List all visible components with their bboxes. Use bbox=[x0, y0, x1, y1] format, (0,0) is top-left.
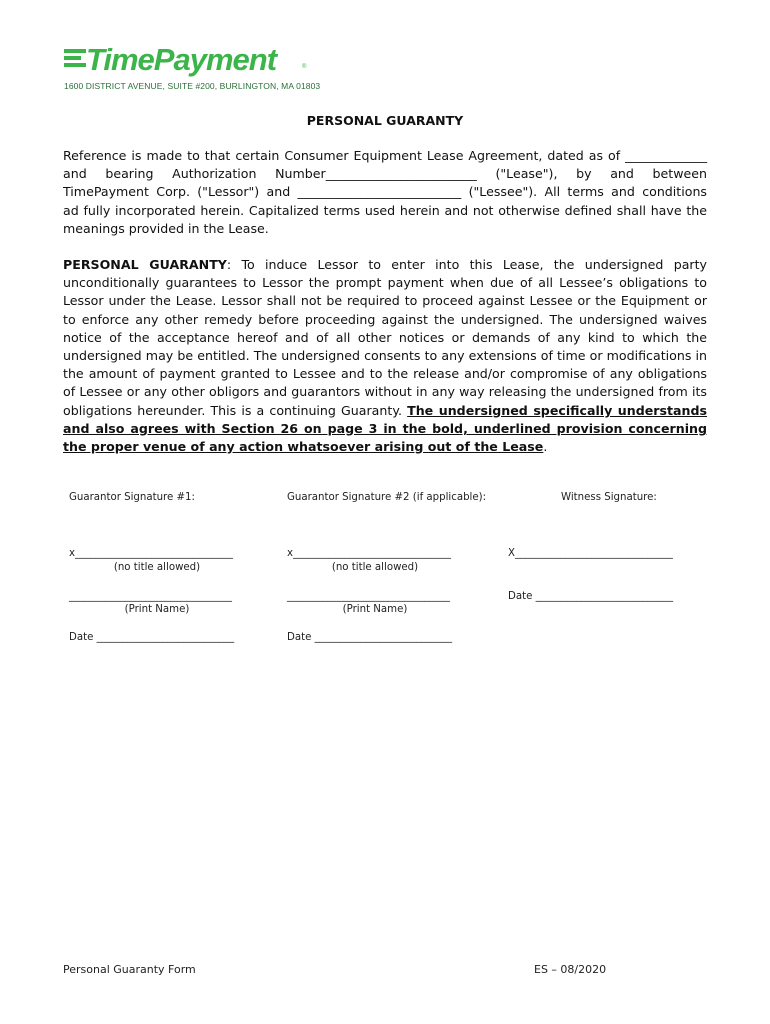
guarantor-2-signature-line[interactable]: x_______________________________ bbox=[287, 548, 451, 559]
company-address: 1600 DISTRICT AVENUE, SUITE #200, BURLINGTON, MA 01803 bbox=[64, 81, 321, 91]
reference-line-2: and bearing Authorization Number________________________ ("Lease"), by and between bbox=[63, 166, 707, 182]
guaranty-text: : To induce Lessor to enter into this Lease, the undersigned party unconditionally guarantees to Lessor the prompt payment when due of all Lessee’s obligations to Lessor under the Lease. Lessor shall not be required to proceed against Lessee or the Equipment or to enforce any other remedy before proceeding against the undersigned. The undersigned waives notice of the acceptance hereof and of all other notices or demands of any kind to which the undersigned may be entitled. The undersigned consents to any extensions of time or modifications in the amount of payment granted to Lessee and to the release and/or compromise of any obligations of Lessee or any other obligors and guarantors without in any way releasing the undersigned from its obligations hereunder. This is a continuing Guaranty. bbox=[63, 257, 707, 418]
reference-line-5: meanings provided in the Lease. bbox=[63, 220, 269, 236]
guarantor-1-heading: Guarantor Signature #1: bbox=[69, 492, 195, 503]
guarantor-1-name-note: (Print Name) bbox=[124, 604, 190, 615]
reference-line-3: TimePayment Corp. ("Lessor") and __________________________ ("Lessee"). All terms and conditions bbox=[63, 184, 707, 200]
logo-trademark: ® bbox=[302, 64, 307, 70]
guarantor-2-heading: Guarantor Signature #2 (if applicable): bbox=[287, 492, 487, 503]
venue-provision: The undersigned specifically understands and also agrees with Section 26 on page 3 in the bold, underlined provision concerning the proper venue of any action whatsoever arising out of the Lease bbox=[63, 402, 708, 455]
reference-line-4: ad fully incorporated herein. Capitalized terms used herein and not otherwise defined shall have the bbox=[63, 202, 707, 218]
witness-heading: Witness Signature: bbox=[561, 492, 657, 503]
guarantor-1-signature-note: (no title allowed) bbox=[113, 562, 201, 573]
reference-line-1: Reference is made to that certain Consumer Equipment Lease Agreement, dated as of _____________ bbox=[63, 148, 707, 163]
footer-form-code: ES – 08/2020 bbox=[534, 963, 607, 976]
witness-date-line[interactable]: Date ___________________________ bbox=[508, 591, 674, 602]
page-title: PERSONAL GUARANTY bbox=[306, 113, 464, 128]
guarantor-2-date-line[interactable]: Date ___________________________ bbox=[287, 632, 453, 643]
footer-form-name: Personal Guaranty Form bbox=[63, 963, 196, 976]
guaranty-label: PERSONAL GUARANTY bbox=[63, 257, 227, 272]
guarantor-1-signature-line[interactable]: x_______________________________ bbox=[69, 548, 233, 559]
guarantor-2-name-line[interactable]: ________________________________ bbox=[287, 591, 450, 602]
witness-signature-line[interactable]: X_______________________________ bbox=[508, 548, 673, 559]
logo-wordmark: TimePayment bbox=[86, 42, 277, 77]
guarantor-2-signature-note: (no title allowed) bbox=[331, 562, 419, 573]
guarantor-2-name-note: (Print Name) bbox=[342, 604, 408, 615]
guarantor-1-name-line[interactable]: ________________________________ bbox=[69, 591, 232, 602]
guaranty-end: . bbox=[543, 439, 548, 455]
logo-lines-icon bbox=[64, 49, 88, 71]
guarantor-1-date-line[interactable]: Date ___________________________ bbox=[69, 632, 235, 643]
guaranty-paragraph bbox=[63, 256, 707, 456]
timepayment-logo bbox=[64, 42, 321, 94]
reference-paragraph bbox=[63, 147, 707, 238]
